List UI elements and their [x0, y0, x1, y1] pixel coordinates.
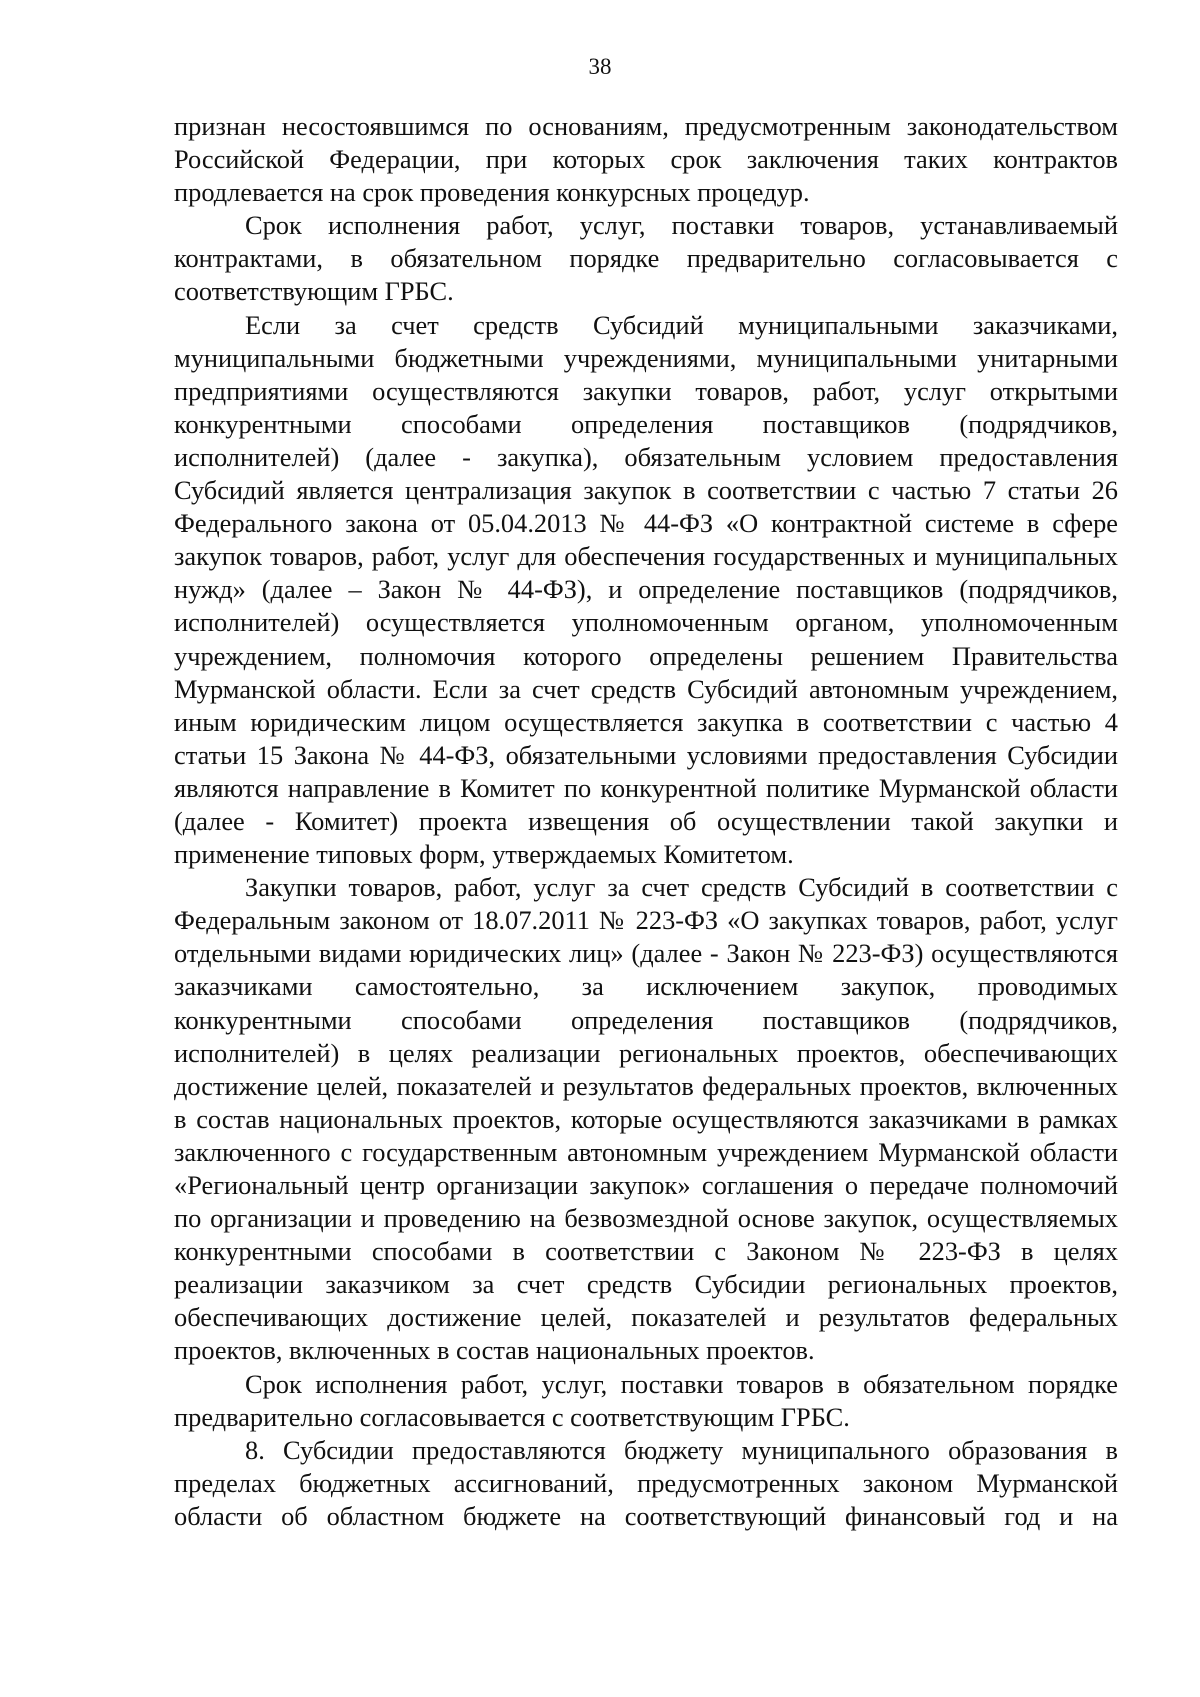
page-number: 38: [588, 54, 612, 79]
paragraph-deadline-agreement: Срок исполнения работ, услуг, поставки товаров, устанавливаемый контрактами, в обязательном порядке предварительно согласовывается с соответствующим ГРБС.: [174, 210, 1118, 307]
paragraph-procurement-centralization: Если за счет средств Субсидий муниципальными заказчиками, муниципальными бюджетными учреждениями, муниципальными унитарными предприятиями осуществляются закупки товаров, работ, услуг открытыми конкурентными способами определения поставщиков (подрядчиков, исполнителей) (далее - закупка), обязательным условием предоставления Субсидий является централизация закупок в соответствии с частью 7 статьи 26 Федерального закона от 05.04.2013 № 44-ФЗ «О контрактной системе в сфере закупок товаров, работ, услуг для обеспечения государственных и муниципальных нужд» (далее – Закон № 44-ФЗ), и определение поставщиков (подрядчиков, исполнителей) осуществляется уполномоченным органом, уполномоченным учреждением, полномочия которого определены решением Правительства Мурманской области. Если за счет средств Субсидий автономным учреждением, иным юридическим лицом осуществляется закупка в соответствии с частью 4 статьи 15 Закона № 44-ФЗ, обязательными условиями предоставления Субсидии являются направление в Комитет по конкурентной политике Мурманской области (далее - Комитет) проекта извещения об осуществлении такой закупки и применение типовых форм, утверждаемых Комитетом.: [174, 309, 1118, 870]
paragraph-clause-8: 8. Субсидии предоставляются бюджету муниципального образования в пределах бюджетных ассигнований, предусмотренных законом Мурманской области об областном бюджете на соответствующий финансовый год и на: [174, 1434, 1118, 1531]
paragraph-procurement-223fz: Закупки товаров, работ, услуг за счет средств Субсидий в соответствии с Федеральным законом от 18.07.2011 № 223-ФЗ «О закупках товаров, работ, услуг отдельными видами юридических лиц» (далее - Закон № 223-ФЗ) осуществляются заказчиками самостоятельно, за исключением закупок, проводимых конкурентными способами определения поставщиков (подрядчиков, исполнителей) в целях реализации региональных проектов, обеспечивающих достижение целей, показателей и результатов федеральных проектов, включенных в состав национальных проектов, которые осуществляются заказчиками в рамках заключенного с государственным автономным учреждением Мурманской области «Региональный центр организации закупок» соглашения о передаче полномочий по организации и проведению на безвозмездной основе закупок, осуществляемых конкурентными способами в соответствии с Законом № 223-ФЗ в целях реализации заказчиком за счет средств Субсидии региональных проектов, обеспечивающих достижение целей, показателей и результатов федеральных проектов, включенных в состав национальных проектов.: [174, 872, 1118, 1366]
paragraph-deadline-agreement-2: Срок исполнения работ, услуг, поставки товаров в обязательном порядке предварительно согласовывается с соответствующим ГРБС.: [174, 1368, 1118, 1432]
body-text: [174, 110, 1118, 1533]
paragraph-continuation: признан несостоявшимся по основаниям, предусмотренным законодательством Российской Федерации, при которых срок заключения таких контрактов продлевается на срок проведения конкурсных процедур.: [174, 111, 1118, 208]
